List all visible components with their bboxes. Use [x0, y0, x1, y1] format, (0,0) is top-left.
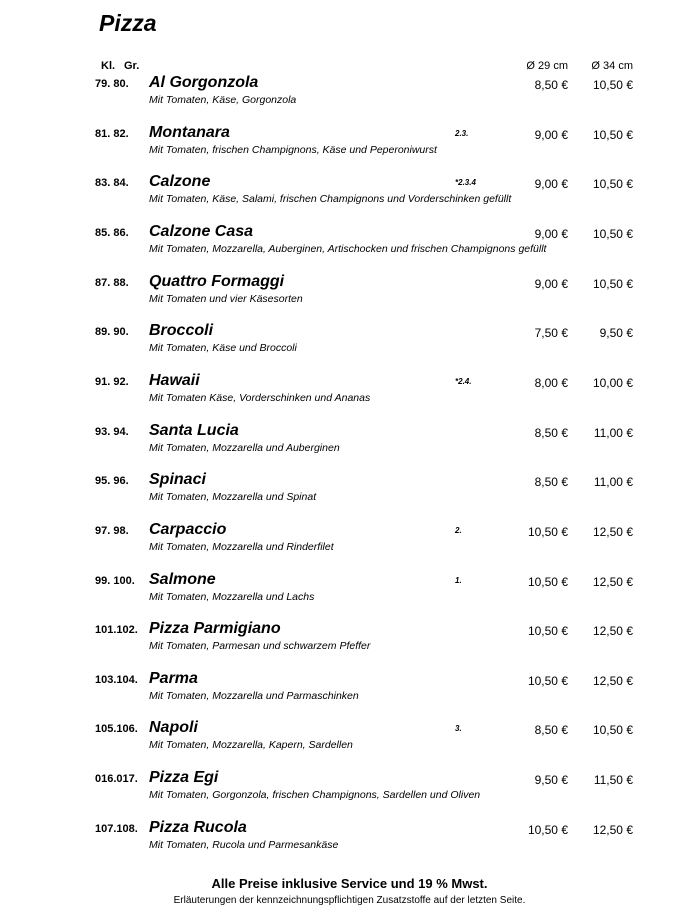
item-name: Hawaii — [149, 371, 200, 389]
footer-additives-note: Erläuterungen der kennzeichnungspflichtigen Zusatzstoffe auf der letzten Seite. — [173, 895, 526, 906]
item-description: Mit Tomaten, Parmesan und schwarzem Pfeffer — [149, 640, 371, 653]
price-large: 12,50 € — [592, 574, 633, 589]
price-large: 9,50 € — [599, 326, 633, 341]
item-name: Pizza Parmigiano — [149, 620, 281, 638]
price-large: 11,50 € — [593, 773, 633, 788]
item-additives: *2.3.4 — [455, 178, 476, 188]
item-name: Parma — [149, 669, 198, 687]
menu-item — [0, 222, 699, 267]
item-description: Mit Tomaten, Mozzarella, Auberginen, Artischocken und frischen Champignons gefüllt — [149, 242, 547, 255]
item-name: Napoli — [149, 719, 198, 737]
item-name: Santa Lucia — [149, 421, 239, 439]
item-number: 81. 82. — [95, 127, 129, 140]
price-small: 9,00 € — [534, 276, 568, 291]
price-small: 8,50 € — [534, 723, 568, 738]
header-size-small: Ø 29 cm — [526, 60, 568, 72]
price-small: 8,50 € — [534, 78, 568, 92]
item-description: Mit Tomaten, Mozzarella und Auberginen — [149, 441, 340, 454]
price-large: 10,50 € — [592, 226, 633, 241]
price-small: 9,50 € — [534, 773, 568, 788]
item-description: Mit Tomaten, Gorgonzola, frischen Champignons, Sardellen und Oliven — [149, 789, 481, 802]
item-description: Mit Tomaten, Mozzarella und Parmaschinken — [149, 689, 359, 702]
price-large: 10,50 € — [592, 276, 633, 291]
price-large: 10,50 € — [592, 177, 633, 192]
header-kl: Kl. — [101, 60, 116, 72]
item-number: 95. 96. — [95, 475, 129, 488]
price-small: 10,50 € — [527, 524, 568, 539]
item-additives: 1. — [455, 575, 462, 585]
price-small: 7,50 € — [534, 326, 568, 341]
item-name: Quattro Formaggi — [149, 272, 285, 290]
menu-item — [0, 818, 699, 863]
item-additives: 3. — [455, 724, 462, 734]
menu-item — [0, 421, 699, 466]
item-name: Broccoli — [149, 322, 214, 340]
item-name: Montanara — [149, 123, 230, 141]
item-description: Mit Tomaten, Mozzarella und Rinderfilet — [149, 540, 334, 553]
item-number: 91. 92. — [95, 375, 129, 388]
price-small: 10,50 € — [527, 673, 568, 688]
price-large: 11,00 € — [593, 475, 633, 490]
item-number: 101.102. — [95, 624, 138, 637]
item-number: 79. 80. — [95, 78, 129, 90]
item-number: 83. 84. — [95, 177, 129, 190]
menu-item — [0, 322, 699, 366]
price-small: 8,50 € — [534, 475, 568, 490]
header-gr: Gr. — [124, 60, 140, 72]
price-large: 12,50 € — [592, 524, 633, 539]
footer-price-note: Alle Preise inklusive Service und 19 % Mwst. — [211, 876, 488, 891]
price-large: 10,50 € — [592, 723, 633, 738]
header-size-large: Ø 34 cm — [591, 60, 633, 72]
menu-item — [0, 123, 699, 168]
menu-item — [0, 620, 699, 664]
price-small: 10,50 € — [527, 574, 568, 589]
item-description: Mit Tomaten, Mozzarella, Kapern, Sardellen — [149, 739, 353, 752]
item-number: 99. 100. — [95, 574, 135, 587]
price-small: 9,00 € — [534, 177, 568, 192]
item-number: 103.104. — [95, 673, 138, 686]
page-title: Pizza — [99, 10, 157, 36]
item-number: 016.017. — [95, 773, 138, 786]
menu-item — [0, 471, 699, 515]
item-description: Mit Tomaten und vier Käsesorten — [149, 292, 303, 305]
price-large: 12,50 € — [592, 822, 633, 837]
price-large: 10,50 € — [592, 127, 633, 142]
price-large: 11,00 € — [593, 425, 633, 440]
menu-item — [0, 272, 699, 317]
item-description: Mit Tomaten Käse, Vorderschinken und Ananas — [149, 391, 371, 404]
price-small: 9,00 € — [534, 127, 568, 142]
price-large: 10,00 € — [592, 375, 633, 390]
item-name: Spinaci — [149, 471, 206, 489]
item-name: Calzone — [149, 173, 211, 191]
item-name: Pizza Rucola — [149, 818, 247, 836]
item-description: Mit Tomaten, Käse und Broccoli — [149, 342, 297, 355]
item-name: Carpaccio — [149, 520, 227, 538]
menu-item — [0, 520, 699, 565]
item-number: 87. 88. — [95, 276, 129, 289]
item-number: 97. 98. — [95, 524, 129, 537]
menu-item — [0, 570, 699, 615]
menu-item — [0, 371, 699, 416]
item-description: Mit Tomaten, Rucola und Parmesankäse — [149, 838, 339, 851]
item-additives: 2.3. — [455, 128, 469, 138]
item-name: Al Gorgonzola — [149, 74, 259, 91]
item-name: Pizza Egi — [149, 769, 219, 787]
item-name: Salmone — [149, 570, 216, 588]
price-large: 10,50 € — [592, 78, 633, 92]
item-number: 105.106. — [95, 723, 138, 736]
item-number: 89. 90. — [95, 326, 129, 339]
item-number: 107.108. — [95, 822, 138, 835]
item-name: Calzone Casa — [149, 222, 254, 240]
menu-item — [0, 669, 699, 714]
item-description: Mit Tomaten, Käse, Salami, frischen Champignons und Vorderschinken gefüllt — [149, 193, 512, 206]
price-small: 10,50 € — [527, 624, 568, 639]
item-number: 93. 94. — [95, 425, 129, 438]
menu-item — [0, 719, 699, 763]
item-description: Mit Tomaten, frischen Champignons, Käse und Peperoniwurst — [149, 143, 437, 156]
item-additives: *2.4. — [455, 376, 472, 386]
item-additives: 2. — [455, 525, 462, 535]
price-large: 12,50 € — [592, 624, 633, 639]
item-description: Mit Tomaten, Mozzarella und Lachs — [149, 590, 315, 603]
price-small: 9,00 € — [534, 226, 568, 241]
price-small: 8,00 € — [534, 375, 568, 390]
item-description: Mit Tomaten, Mozzarella und Spinat — [149, 491, 317, 504]
item-description: Mit Tomaten, Käse, Gorgonzola — [149, 94, 297, 106]
price-large: 12,50 € — [592, 673, 633, 688]
menu-item — [0, 769, 699, 813]
price-small: 8,50 € — [534, 425, 568, 440]
price-small: 10,50 € — [527, 822, 568, 837]
item-number: 85. 86. — [95, 226, 129, 239]
menu-item — [0, 173, 699, 217]
menu-item — [0, 74, 699, 118]
